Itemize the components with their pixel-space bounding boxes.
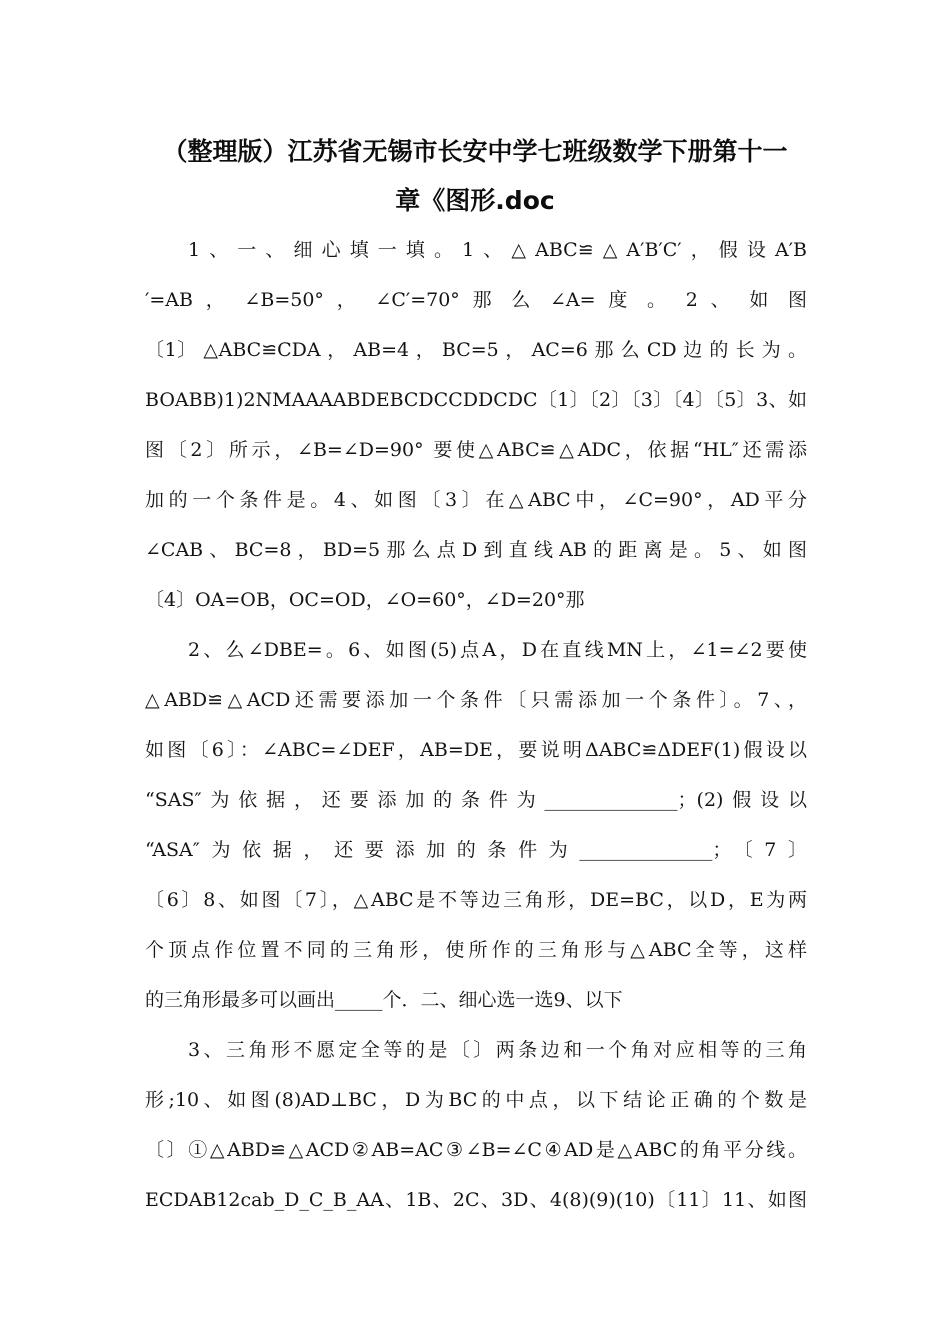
- body-line: ′=AB ， ∠B=50° ， ∠C′=70° 那 么 ∠A= 度 。 2 、 如 图: [145, 289, 807, 311]
- body-line: BOABB)1)2NMAAAABDEBCDCCDDCDC〔1〕〔2〕〔3〕〔4〕〔5〕3、如: [145, 389, 807, 411]
- body-line: 2、么∠DBE=。6、如图(5)点A，D在直线MN上，∠1=∠2要使: [188, 639, 807, 661]
- body-line: 3、三角形不愿定全等的是〔〕两条边和一个角对应相等的三角: [188, 1039, 807, 1061]
- body-line: △ABD≌△ACD还需要添加一个条件〔只需添加一个条件〕。7、，: [145, 689, 807, 711]
- body-line: 加的一个条件是。4、如图〔3〕在△ABC中，∠C=90°，AD平分: [145, 489, 807, 511]
- body-line: “ASA″为依据，还要添加的条件为______________；〔7〕: [145, 839, 807, 861]
- body-line: 〔6〕8、如图〔7〕，△ABC是不等边三角形，DE=BC，以D，E为两: [145, 889, 807, 911]
- body-line: 1、一、细心填一填。1、△ABC≌△A′B′C′，假设A′B: [188, 239, 807, 261]
- body-line: 如图〔6〕：∠ABC=∠DEF，AB=DE，要说明ΔABC≌ΔDEF(1)假设以: [145, 739, 807, 761]
- body-line: 〔〕①△ABD≌△ACD②AB=AC③∠B=∠C④AD是△ABC的角平分线。: [145, 1139, 807, 1161]
- document-title-line-2: 章《图形.doc: [395, 186, 555, 215]
- document-title-line-1: （整理版）江苏省无锡市长安中学七班级数学下册第十一: [162, 137, 788, 166]
- body-line: ECDAB12cab_D_C_B_AA、1B、2C、3D、4(8)(9)(10)〔11〕11、如图: [145, 1189, 807, 1211]
- body-line: “SAS″为依据，还要添加的条件为______________；(2)假设以: [145, 789, 807, 811]
- body-line: 个顶点作位置不同的三角形，使所作的三角形与△ABC全等，这样: [145, 939, 807, 961]
- body-line: 的三角形最多可以画出_____个．二、细心选一选9、以下: [145, 989, 623, 1011]
- body-line: 〔1〕 △ABC≌CDA ， AB=4 ， BC=5 ， AC=6 那 么 CD 边 的 长 为 。: [145, 339, 807, 361]
- body-line: 图〔2〕所示，∠B=∠D=90° 要使△ABC≌△ADC，依据“HL″还需添: [145, 439, 807, 461]
- body-line: ∠CAB、BC=8，BD=5那么点D到直线AB的距离是。5、如图: [145, 539, 807, 561]
- body-line: 〔4〕OA=OB，OC=OD，∠O=60°，∠D=20°那: [145, 589, 585, 611]
- body-line: 形;10、如图(8)AD⊥BC，D为BC的中点，以下结论正确的个数是: [145, 1089, 807, 1111]
